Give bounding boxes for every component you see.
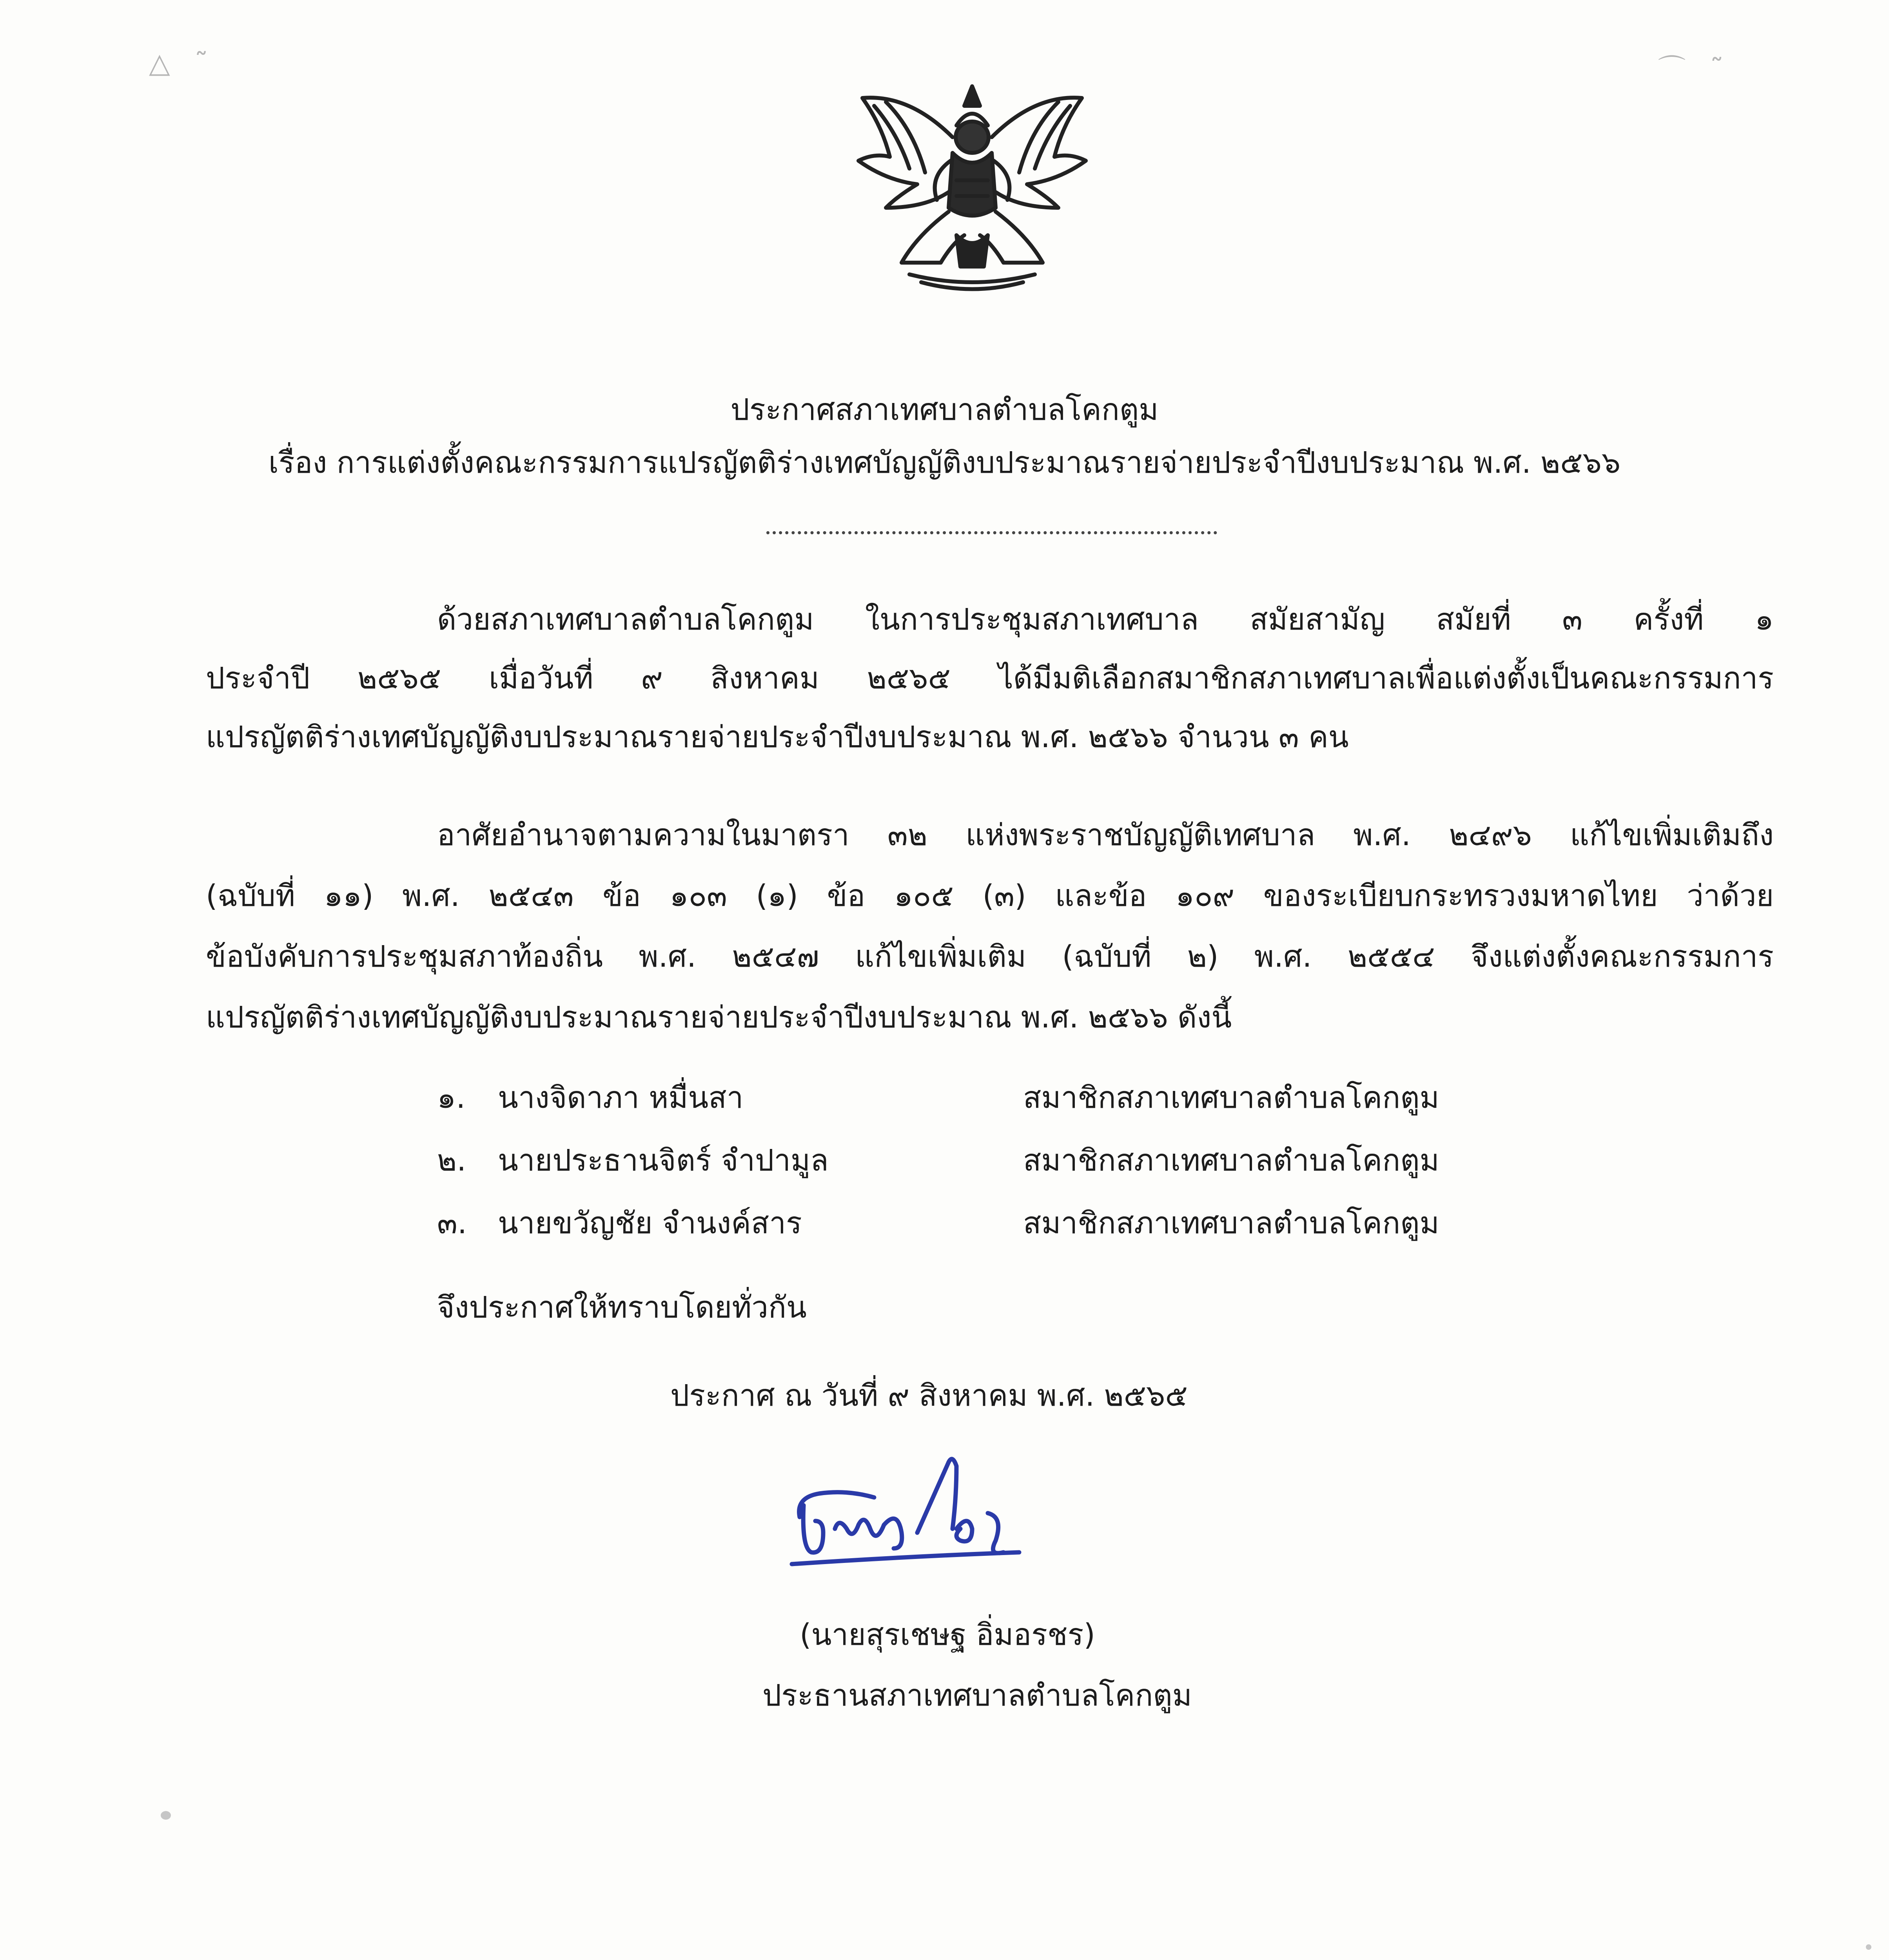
- committee-name: นางจิดาภา หมื่นสา: [498, 1080, 744, 1115]
- announcement-date: ประกาศ ณ วันที่ ๙ สิงหาคม พ.ศ. ๒๕๖๕: [670, 1378, 1188, 1413]
- committee-position: สมาชิกสภาเทศบาลตำบลโคกตูม: [1023, 1205, 1439, 1240]
- scan-speck: [161, 1811, 171, 1820]
- committee-position: สมาชิกสภาเทศบาลตำบลโคกตูม: [1023, 1080, 1439, 1115]
- committee-name: นายขวัญชัย จำนงค์สาร: [498, 1205, 802, 1240]
- signer-title: ประธานสภาเทศบาลตำบลโคกตูม: [762, 1678, 1192, 1713]
- committee-number: ๓.: [437, 1205, 467, 1240]
- handwritten-signature-icon: [784, 1450, 1035, 1592]
- para2-line3: ข้อบังคับการประชุมสภาท้องถิ่น พ.ศ. ๒๕๔๗ แก้ไขเพิ่มเติม (ฉบับที่ ๒) พ.ศ. ๒๕๕๔ จึงแต่งตั้งคณะกรรมการ: [206, 939, 1774, 974]
- committee-number: ๒.: [437, 1143, 466, 1178]
- para1-line3: แปรญัตติร่างเทศบัญญัติงบประมาณรายจ่ายประจำปีงบประมาณ พ.ศ. ๒๕๖๖ จำนวน ๓ คน: [206, 719, 1349, 754]
- committee-name: นายประธานจิตร์ จำปามูล: [498, 1143, 829, 1178]
- document-title: ประกาศสภาเทศบาลตำบลโคกตูม: [730, 392, 1159, 427]
- document-subject: เรื่อง การแต่งตั้งคณะกรรมการแปรญัตติร่างเทศบัญญัติงบประมาณรายจ่ายประจำปีงบประมาณ พ.ศ. ๒๕๖๖: [268, 445, 1621, 480]
- para2-line1: อาศัยอำนาจตามความในมาตรา ๓๒ แห่งพระราชบัญญัติเทศบาล พ.ศ. ๒๔๙๖ แก้ไขเพิ่มเติมถึง: [437, 817, 1774, 852]
- para1-line2: ประจำปี ๒๕๖๕ เมื่อวันที่ ๙ สิงหาคม ๒๕๖๕ ได้มีมติเลือกสมาชิกสภาเทศบาลเพื่อแต่งตั้งเป็นคณะกรรมการ: [206, 661, 1774, 695]
- header-divider: [766, 531, 1217, 534]
- committee-number: ๑.: [437, 1080, 466, 1115]
- para2-line2: (ฉบับที่ ๑๑) พ.ศ. ๒๕๔๓ ข้อ ๑๐๓ (๑) ข้อ ๑๐๕ (๓) และข้อ ๑๐๙ ของระเบียบกระทรวงมหาดไทย ว่าด้วย: [206, 878, 1774, 913]
- scan-mark-left: △ ˜: [149, 47, 216, 79]
- scan-speck: [1866, 1944, 1871, 1950]
- para2-line4: แปรญัตติร่างเทศบัญญัติงบประมาณรายจ่ายประจำปีงบประมาณ พ.ศ. ๒๕๖๖ ดังนี้: [206, 1000, 1232, 1034]
- committee-position: สมาชิกสภาเทศบาลตำบลโคกตูม: [1023, 1143, 1439, 1178]
- closing-statement: จึงประกาศให้ทราบโดยทั่วกัน: [437, 1290, 807, 1325]
- scan-mark-right: ⌒ ˜: [1658, 53, 1732, 85]
- para1-line1: ด้วยสภาเทศบาลตำบลโคกตูม ในการประชุมสภาเทศบาล สมัยสามัญ สมัยที่ ๓ ครั้งที่ ๑: [437, 602, 1774, 637]
- garuda-emblem-icon: [839, 78, 1105, 298]
- signer-name: (นายสุรเชษฐ อิ่มอรชร): [800, 1617, 1096, 1652]
